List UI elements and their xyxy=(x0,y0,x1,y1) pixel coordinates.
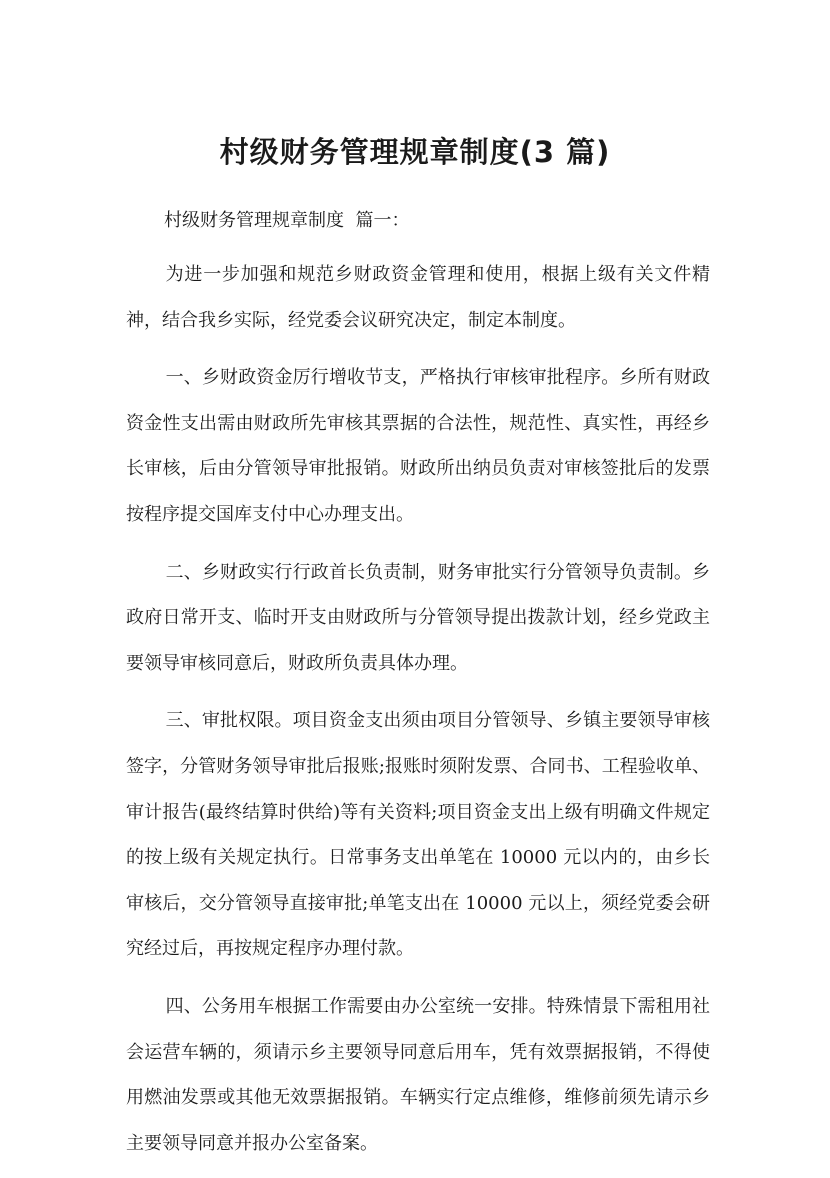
paragraph-intro: 为进一步加强和规范乡财政资金管理和使用，根据上级有关文件精神，结合我乡实际，经党委会议研究决定，制定本制度。 xyxy=(126,264,710,331)
paragraph-1: 一、乡财政资金厉行增收节支，严格执行审核审批程序。乡所有财政资金性支出需由财政所先审核其票据的合法性，规范性、真实性，再经乡长审核，后由分管领导审批报销。财政所出纳员负责对审核签批后的发票按程序提交国库支付中心办理支出。 xyxy=(126,367,710,525)
paragraph-3: 三、审批权限。项目资金支出须由项目分管领导、乡镇主要领导审核签字，分管财务领导审批后报账;报账时须附发票、合同书、工程验收单、审计报告(最终结算时供给)等有关资料;项目资金支出上级有明确文件规定的按上级有关规定执行。日常事务支出单笔在 10000 元以内的，由乡长审核后，交分管领导直接审批;单笔支出在 10000 元以上，须经党委会研究经过后，再按规定程序办理付款。 xyxy=(126,710,710,960)
paragraph-2: 二、乡财政实行行政首长负责制，财务审批实行分管领导负责制。乡政府日常开支、临时开支由财政所与分管领导提出拨款计划，经乡党政主要领导审核同意后，财政所负责具体办理。 xyxy=(126,561,710,674)
document-body xyxy=(126,252,710,1178)
document-title: 村级财务管理规章制度(3 篇) xyxy=(219,135,611,169)
paragraph-4: 四、公务用车根据工作需要由办公室统一安排。特殊情景下需租用社会运营车辆的，须请示乡主要领导同意后用车，凭有效票据报销，不得使用燃油发票或其他无效票据报销。车辆实行定点维修，维修前须先请示乡主要领导同意并报办公室备案。 xyxy=(126,995,710,1154)
section-subtitle: 村级财务管理规章制度 篇一： xyxy=(164,210,410,231)
